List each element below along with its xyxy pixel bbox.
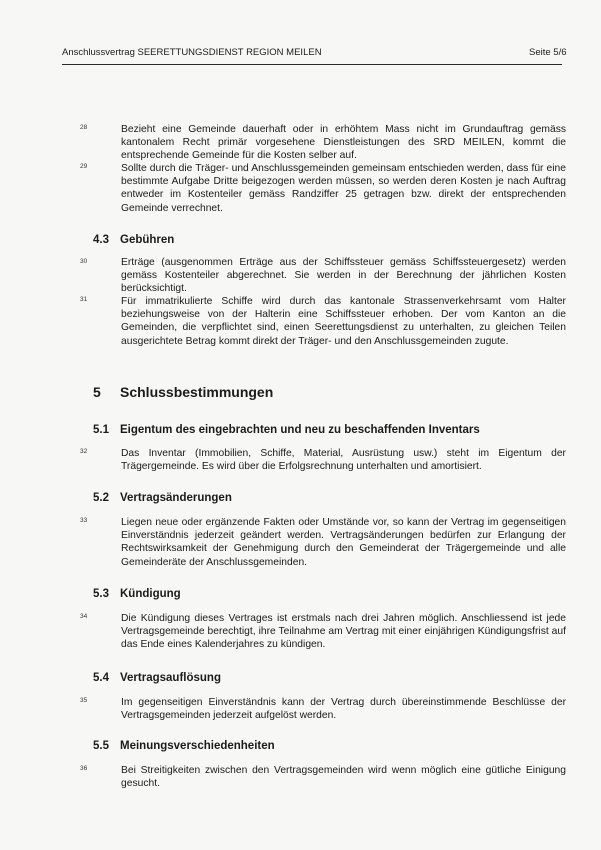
- heading-5: [93, 384, 273, 400]
- paragraph-31: Für immatrikulierte Schiffe wird durch das kantonale Strassenverkehrsamt vom Halter beziehungsweise von der Halterin eine Schiffssteuer erhoben. Der vom Kanton an die Gemeinden, die verpflichtet sind, einen Seerettungsdienst zu unterhalten, zu gleichen Teilen ausgerichtete Betrag kommt direkt der Träger- und den Anschlussgemeinden zugute.: [121, 296, 566, 347]
- heading-5-2: [93, 492, 232, 504]
- heading-number: 4.3: [93, 234, 109, 246]
- margin-number-32: 32: [80, 448, 88, 455]
- heading-number: 5: [93, 384, 101, 400]
- paragraph-36: Bei Streitigkeiten zwischen den Vertragsgemeinden wird wenn möglich eine gütliche Einigung gesucht.: [121, 765, 566, 790]
- heading-title: Vertragsänderungen: [120, 492, 232, 504]
- heading-number: 5.1: [93, 424, 109, 436]
- margin-number-35: 35: [80, 697, 88, 704]
- margin-number-33: 33: [80, 517, 88, 524]
- heading-5-1: [93, 424, 480, 436]
- heading-title: Vertragsauflösung: [120, 672, 221, 684]
- margin-number-34: 34: [80, 613, 88, 620]
- heading-5-5: [93, 740, 275, 752]
- heading-4-3: [93, 234, 174, 246]
- paragraph-29: Sollte durch die Träger- und Anschlussgemeinden gemeinsam entschieden werden, dass für eine bestimmte Aufgabe Dritte beigezogen werden müssen, so werden deren Kosten je nach Auftrag entweder im Kostenteiler gemäss Randziffer 25 getragen bzw. direkt der entsprechenden Gemeinde verrechnet.: [121, 163, 566, 214]
- margin-number-28: 28: [80, 124, 88, 131]
- paragraph-30: Erträge (ausgenommen Erträge aus der Schiffssteuer gemäss Schiffssteuergesetz) werden gemäss Kostenteiler abgerechnet. Sie werden in der Berechnung der jährlichen Kosten berücksichtigt.: [121, 257, 566, 295]
- page-number: Seite 5/6: [529, 47, 567, 58]
- heading-number: 5.3: [93, 588, 109, 600]
- margin-number-29: 29: [80, 163, 88, 170]
- paragraph-28: Bezieht eine Gemeinde dauerhaft oder in erhöhtem Mass nicht im Grundauftrag gemäss kantonalem Recht primär vorgesehene Dienstleistungen des SRD MEILEN, kommt die entsprechende Gemeinde für die Kosten selber auf.: [121, 124, 566, 162]
- heading-number: 5.5: [93, 740, 109, 752]
- heading-title: Schlussbestimmungen: [120, 384, 274, 400]
- paragraph-32: Das Inventar (Immobilien, Schiffe, Material, Ausrüstung usw.) steht im Eigentum der Trägergemeinde. Es wird über die Erfolgsrechnung unterhalten und amortisiert.: [121, 448, 566, 473]
- heading-5-3: [93, 588, 181, 600]
- paragraph-34: Die Kündigung dieses Vertrages ist erstmals nach drei Jahren möglich. Anschliessend ist jede Vertragsgemeinde berechtigt, ihre Teilnahme am Vertrag mit einer einjährigen Kündigungsfrist auf das Ende eines Kalenderjahres zu kündigen.: [121, 613, 566, 651]
- header-title: Anschlussvertrag SEERETTUNGSDIENST REGION MEILEN: [62, 47, 322, 58]
- heading-number: 5.2: [93, 492, 109, 504]
- heading-5-4: [93, 672, 221, 684]
- margin-number-31: 31: [80, 296, 88, 303]
- margin-number-36: 36: [80, 765, 88, 772]
- heading-title: Eigentum des eingebrachten und neu zu beschaffenden Inventars: [120, 424, 480, 436]
- margin-number-30: 30: [80, 258, 88, 265]
- heading-title: Kündigung: [120, 588, 181, 600]
- heading-title: Gebühren: [120, 234, 175, 246]
- heading-number: 5.4: [93, 672, 109, 684]
- paragraph-33: Liegen neue oder ergänzende Fakten oder Umstände vor, so kann der Vertrag im gegenseitigen Einverständnis jederzeit geändert werden. Vertragsänderungen bedürfen zur Erlangung der Rechtswirksamkeit der Genehmigung durch den Gemeinderat der Trägergemeinde und alle Gemeinderäte der Anschlussgemeinden.: [121, 517, 566, 568]
- paragraph-35: Im gegenseitigen Einverständnis kann der Vertrag durch übereinstimmende Beschlüsse der Vertragsgemeinden jederzeit aufgelöst werden.: [121, 697, 566, 722]
- heading-title: Meinungsverschiedenheiten: [120, 740, 275, 752]
- header-rule: [62, 64, 562, 65]
